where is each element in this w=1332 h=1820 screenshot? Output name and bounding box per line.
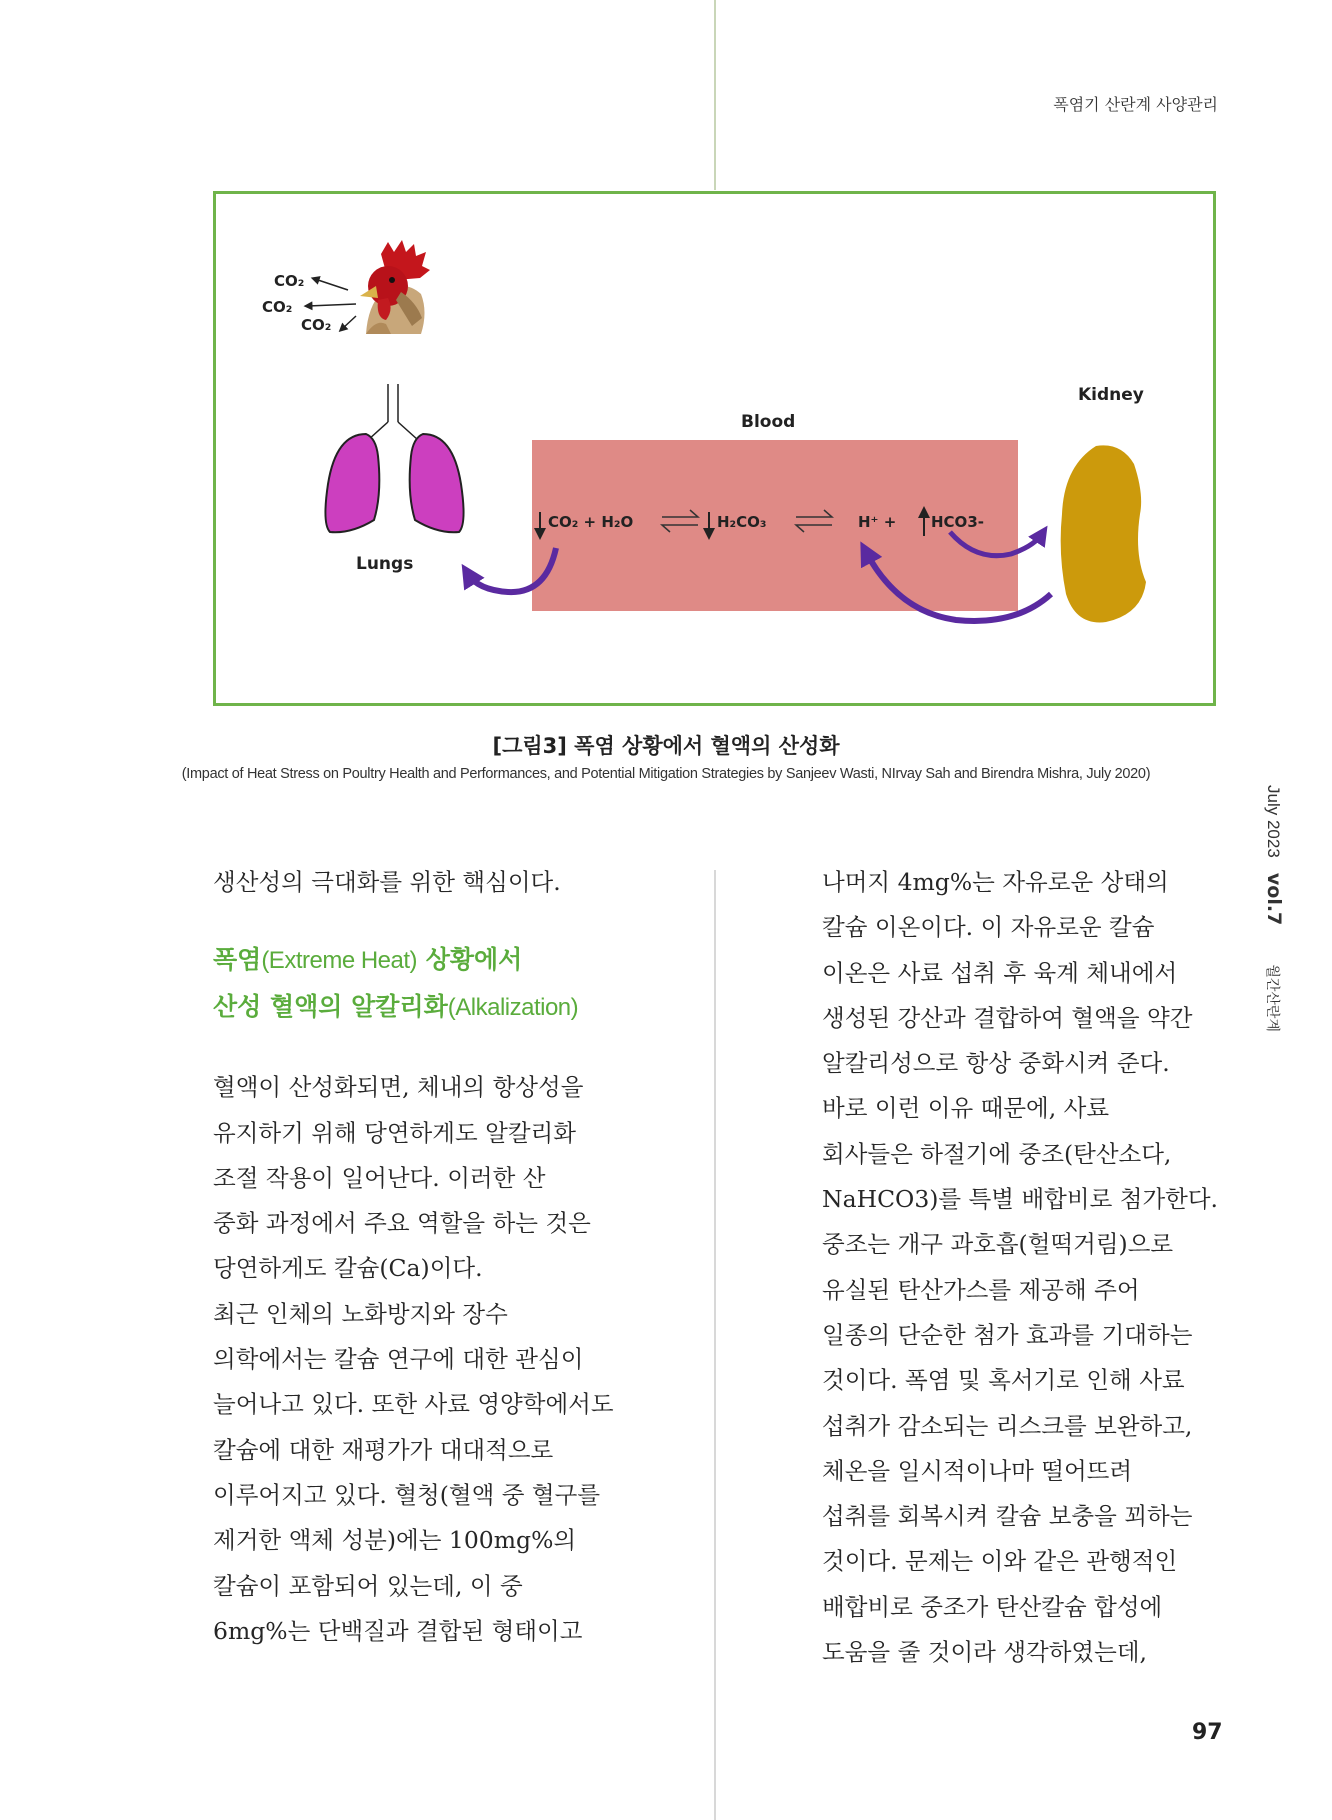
heading-bold: 상황에서 (417, 945, 523, 975)
heading-english: (Alkalization) (447, 994, 579, 1022)
top-column-divider (714, 0, 716, 190)
body-line: 제거한 액체 성분)에는 100mg%의 (213, 1526, 577, 1555)
figure-caption-title: [그림3] 폭염 상황에서 혈액의 산성화 (492, 734, 840, 758)
kidney-icon (1061, 445, 1146, 622)
body-line: 생성된 강산과 결합하여 혈액을 약간 (822, 1003, 1193, 1032)
body-line: 유실된 탄산가스를 제공해 주어 (822, 1275, 1140, 1304)
body-line: 중화 과정에서 주요 역할을 하는 것은 (213, 1209, 591, 1238)
body-line: 섭취를 회복시켜 칼슘 보충을 꾀하는 (822, 1502, 1193, 1531)
body-line: 이루어지고 있다. 혈청(혈액 중 혈구를 (213, 1480, 601, 1509)
co2-label: CO₂ (274, 272, 305, 290)
co2-arrow (308, 304, 356, 306)
co2-label: CO₂ (301, 316, 332, 334)
body-line: 중조는 개구 과호흡(헐떡거림)으로 (822, 1230, 1174, 1259)
heading-bold: 폭염 (213, 945, 262, 975)
body-line: 것이다. 문제는 이와 같은 관행적인 (822, 1547, 1178, 1576)
equation-hco3: HCO3- (931, 513, 984, 531)
side-issue-text (1263, 785, 1285, 1032)
body-line: 체온을 일시적이나마 떨어뜨려 (822, 1456, 1133, 1485)
equation-hplus: H⁺ + (858, 513, 897, 531)
issue-date: July 2023 (1264, 785, 1283, 858)
co2-arrow (342, 316, 356, 329)
body-line: 6mg%는 단백질과 결합된 형태이고 (213, 1616, 583, 1645)
blood-acidification-diagram (216, 194, 1213, 703)
trachea-icon (388, 384, 398, 422)
heading-english: (Extreme Heat) (261, 947, 418, 975)
body-line: 일종의 단순한 첨가 효과를 기대하는 (822, 1320, 1193, 1349)
body-line: 배합비로 중조가 탄산칼슘 합성에 (822, 1592, 1163, 1621)
page-number: 97 (1192, 1720, 1223, 1745)
body-line: 칼슘 이온이다. 이 자유로운 칼슘 (822, 913, 1155, 942)
body-line: 조절 작용이 일어난다. 이러한 산 (213, 1163, 546, 1192)
running-head: 폭염기 산란계 사양관리 (1053, 95, 1218, 114)
left-column (213, 860, 653, 1654)
body-line: 혈액이 산성화되면, 체내의 항상성을 (213, 1073, 584, 1102)
lungs-label: Lungs (356, 554, 414, 574)
body-line: 알칼리성으로 항상 중화시켜 준다. (822, 1049, 1170, 1078)
body-line: 도움을 줄 것이라 생각하였는데, (822, 1638, 1147, 1667)
column-divider (714, 870, 716, 1820)
co2-label: CO₂ (262, 298, 293, 316)
body-line: 늘어나고 있다. 또한 사료 영양학에서도 (213, 1390, 614, 1419)
equation-co2-h2o: CO₂ + H₂O (548, 513, 634, 531)
figure-caption-source: (Impact of Heat Stress on Poultry Health and Performances, and Potential Mitigation Strategies by Sanjeev Wasti, NIrvay Sah and Birendra Mishra, July 2020) (181, 766, 1151, 782)
body-line: 유지하기 위해 당연하게도 알칼리화 (213, 1118, 576, 1147)
rooster-icon (360, 240, 430, 334)
body-line: 회사들은 하절기에 중조(탄산소다, (822, 1139, 1172, 1168)
body-line: 이온은 사료 섭취 후 육계 체내에서 (822, 958, 1178, 987)
right-column (822, 860, 1262, 1675)
volume: vol.7 (1263, 872, 1285, 926)
body-line: 바로 이런 이유 때문에, 사료 (822, 1094, 1110, 1123)
section-heading (213, 937, 653, 1031)
equation-h2co3: H₂CO₃ (717, 513, 767, 531)
intro-line: 생산성의 극대화를 위한 핵심이다. (213, 868, 561, 896)
body-line: 섭취가 감소되는 리스크를 보완하고, (822, 1411, 1193, 1440)
side-issue-label (1255, 785, 1315, 1032)
blood-label: Blood (741, 412, 796, 432)
figure-frame (213, 191, 1216, 706)
body-line: 칼슘이 포함되어 있는데, 이 중 (213, 1571, 523, 1600)
body-line: 당연하게도 칼슘(Ca)이다. (213, 1254, 483, 1283)
body-line: 최근 인체의 노화방지와 장수 (213, 1299, 508, 1328)
kidney-label: Kidney (1078, 385, 1144, 405)
lungs-icon (325, 434, 463, 532)
body-line: 나머지 4mg%는 자유로운 상태의 (822, 868, 1169, 896)
body-line: NaHCO3)를 특별 배합비로 첨가한다. (822, 1185, 1219, 1214)
body-line: 칼슘에 대한 재평가가 대대적으로 (213, 1435, 554, 1464)
body-line: 것이다. 폭염 및 혹서기로 인해 사료 (822, 1366, 1185, 1395)
magazine-name: 월간산란계 (1264, 964, 1280, 1032)
co2-arrow (315, 279, 348, 290)
body-line: 의학에서는 칼슘 연구에 대한 관심이 (213, 1345, 584, 1374)
heading-bold: 산성 혈액의 알칼리화 (213, 992, 448, 1022)
